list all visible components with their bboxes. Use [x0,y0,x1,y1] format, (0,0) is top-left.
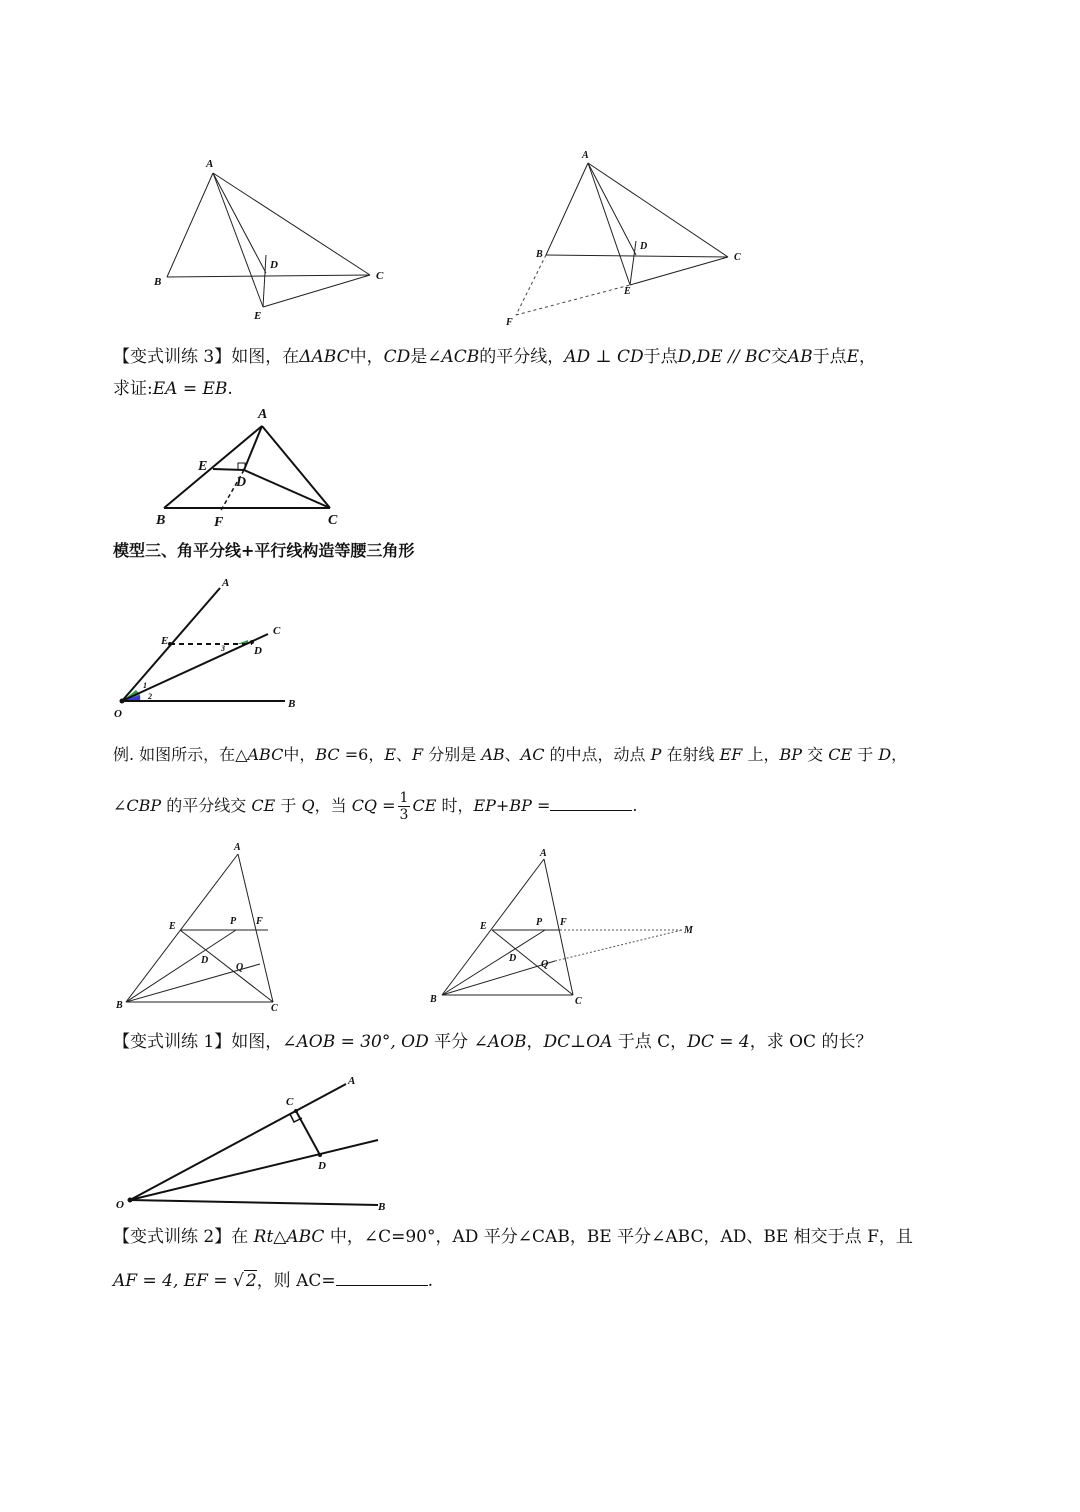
label-c: C [734,252,741,263]
answer-blank[interactable] [550,796,632,811]
label-b: B [116,1000,123,1011]
math: ΔABC [299,347,350,367]
text: 如图， [231,1032,283,1052]
label-b: B [288,698,296,710]
sqrt-radicand: 2 [245,1271,257,1291]
label-q: Q [541,959,549,970]
math: AB [787,347,813,367]
fraction [398,790,411,823]
label-angle-2: 2 [148,692,152,701]
figure-triangle-abc-1 [150,155,390,325]
exercise-3-line-1 [113,346,876,368]
math: DC⊥OA [543,1032,613,1052]
label-p: P [230,916,237,927]
math: △ABC [235,745,284,764]
label-b: B [430,994,437,1005]
text: 平分 [428,1032,474,1052]
text: 时， [436,796,474,815]
text: , [691,347,697,367]
math: AF = 4, EF = [113,1271,234,1291]
text: =6， [339,745,385,764]
text: 的中点，动点 [544,745,651,764]
figure-angle-bisector-parallel [110,570,320,720]
text: 求证: [113,379,153,399]
label-c: C [376,270,384,282]
exercise-1-line [113,1031,872,1053]
numerator: 1 [399,790,409,806]
math: AD ⊥ CD [564,347,644,367]
math: P [650,745,662,764]
sqrt-symbol: √ [233,1271,244,1291]
figure-triangle-bisector [150,400,350,530]
math: Q [301,796,315,815]
label-c: C [328,513,338,528]
text: 的平分线交 [161,796,252,815]
label-p: P [536,917,543,928]
label-d: D [318,1160,326,1172]
label-e: E [198,459,208,474]
label-a: A [540,848,547,859]
label-d: D [201,955,209,966]
math: CE [251,796,276,815]
text: 于 [275,796,302,815]
math: CD [383,347,411,367]
text: 于点 [812,347,847,367]
exercise-2-line-2 [113,1270,433,1292]
label-o: O [114,708,122,720]
label-m: M [684,925,693,936]
label-f: F [256,916,263,927]
text: 在 [231,1227,254,1247]
math: AC [520,745,545,764]
text: 中， [283,745,316,764]
math: BC [315,745,340,764]
label-b: B [156,513,166,528]
math: F [412,745,424,764]
exercise-tag: 【变式训练 2】 [113,1227,232,1247]
example-line-1 [113,744,907,766]
text: . [227,379,233,399]
math: ∠AOB [473,1032,527,1052]
exercise-tag: 【变式训练 1】 [113,1032,232,1052]
label-a: A [222,577,230,589]
label-e: E [254,310,262,322]
text: = [531,796,551,815]
label-angle-3: 3 [221,644,225,653]
text: 如图，在 [231,347,300,367]
text: 、 [396,745,413,764]
text: 是 [410,347,428,367]
text: 于点 [643,347,678,367]
math: CQ [351,796,378,815]
text: ， [859,347,876,367]
label-a: A [348,1075,356,1087]
math: D [677,347,692,367]
text: = [377,796,396,815]
math: CE [828,745,853,764]
label-f: F [560,917,567,928]
text: 中， [349,347,384,367]
math: DC = 4 [687,1032,750,1052]
text: 分别是 [423,745,482,764]
math: EF [719,745,743,764]
label-b: B [378,1201,386,1213]
text: ，当 [314,796,352,815]
text: ，求 OC 的长？ [749,1032,873,1052]
figure-angle-30 [110,1068,400,1218]
label-o: O [116,1199,124,1211]
label-d: D [640,241,648,252]
math: ∠ACB [427,347,480,367]
text: 于 [852,745,879,764]
math: DE // BC [696,347,771,367]
math: CE [412,796,437,815]
math: E [384,745,397,764]
text: 在射线 [661,745,720,764]
exercise-tag: 【变式训练 3】 [113,347,232,367]
label-d: D [236,475,247,490]
label-a: A [206,158,214,170]
text: . [427,1271,434,1291]
label-b: B [154,276,162,288]
label-d: D [270,259,278,271]
label-f: F [214,515,224,530]
math: D [878,745,892,764]
math: EA = EB [152,379,228,399]
text: 例. 如图所示，在 [113,745,236,764]
text: 、 [504,745,521,764]
figure-triangle-abc-2 [500,145,760,335]
figure-midpoints-2 [420,845,710,1015]
section-heading: 模型三、角平分线+平行线构造等腰三角形 [113,541,415,560]
math: E [846,347,859,367]
label-e: E [624,286,631,297]
text: ， [891,745,908,764]
math: ∠CBP [113,796,162,815]
exercise-3-line-2 [113,378,233,400]
label-q: Q [236,962,244,973]
exercise-2-line-1 [113,1226,913,1248]
text: 于点 C， [612,1032,688,1052]
text: . [632,796,638,815]
label-f: F [506,317,513,328]
text: ， [526,1032,544,1052]
denominator: 3 [399,807,409,823]
label-c: C [273,625,281,637]
label-a: A [258,407,268,422]
label-e: E [480,921,487,932]
text: 中， [324,1227,364,1247]
example-line-2 [113,786,637,826]
text: 上， [742,745,780,764]
label-d: D [254,645,262,657]
answer-blank[interactable] [336,1271,428,1286]
text: 的平分线， [479,347,565,367]
text: 交 [802,745,829,764]
label-b: B [536,249,543,260]
label-c: C [575,996,582,1007]
text: ∠C=90°，AD 平分∠CAB，BE 平分∠ABC，AD、BE 相交于点 F，且 [363,1227,913,1247]
text: ，则 AC= [256,1271,336,1291]
label-e: E [169,921,176,932]
math: EP+BP [473,796,532,815]
label-a: A [582,150,589,161]
math: ∠AOB = 30°, OD [282,1032,429,1052]
math: AB [481,745,505,764]
text: 交 [770,347,788,367]
label-angle-1: 1 [143,681,147,690]
label-c: C [286,1096,294,1108]
math: BP [779,745,803,764]
figure-midpoints-1 [110,840,290,1020]
math: Rt△ABC [253,1227,325,1247]
label-e: E [161,635,169,647]
label-c: C [271,1003,278,1014]
label-a: A [234,842,241,853]
label-d: D [509,953,517,964]
